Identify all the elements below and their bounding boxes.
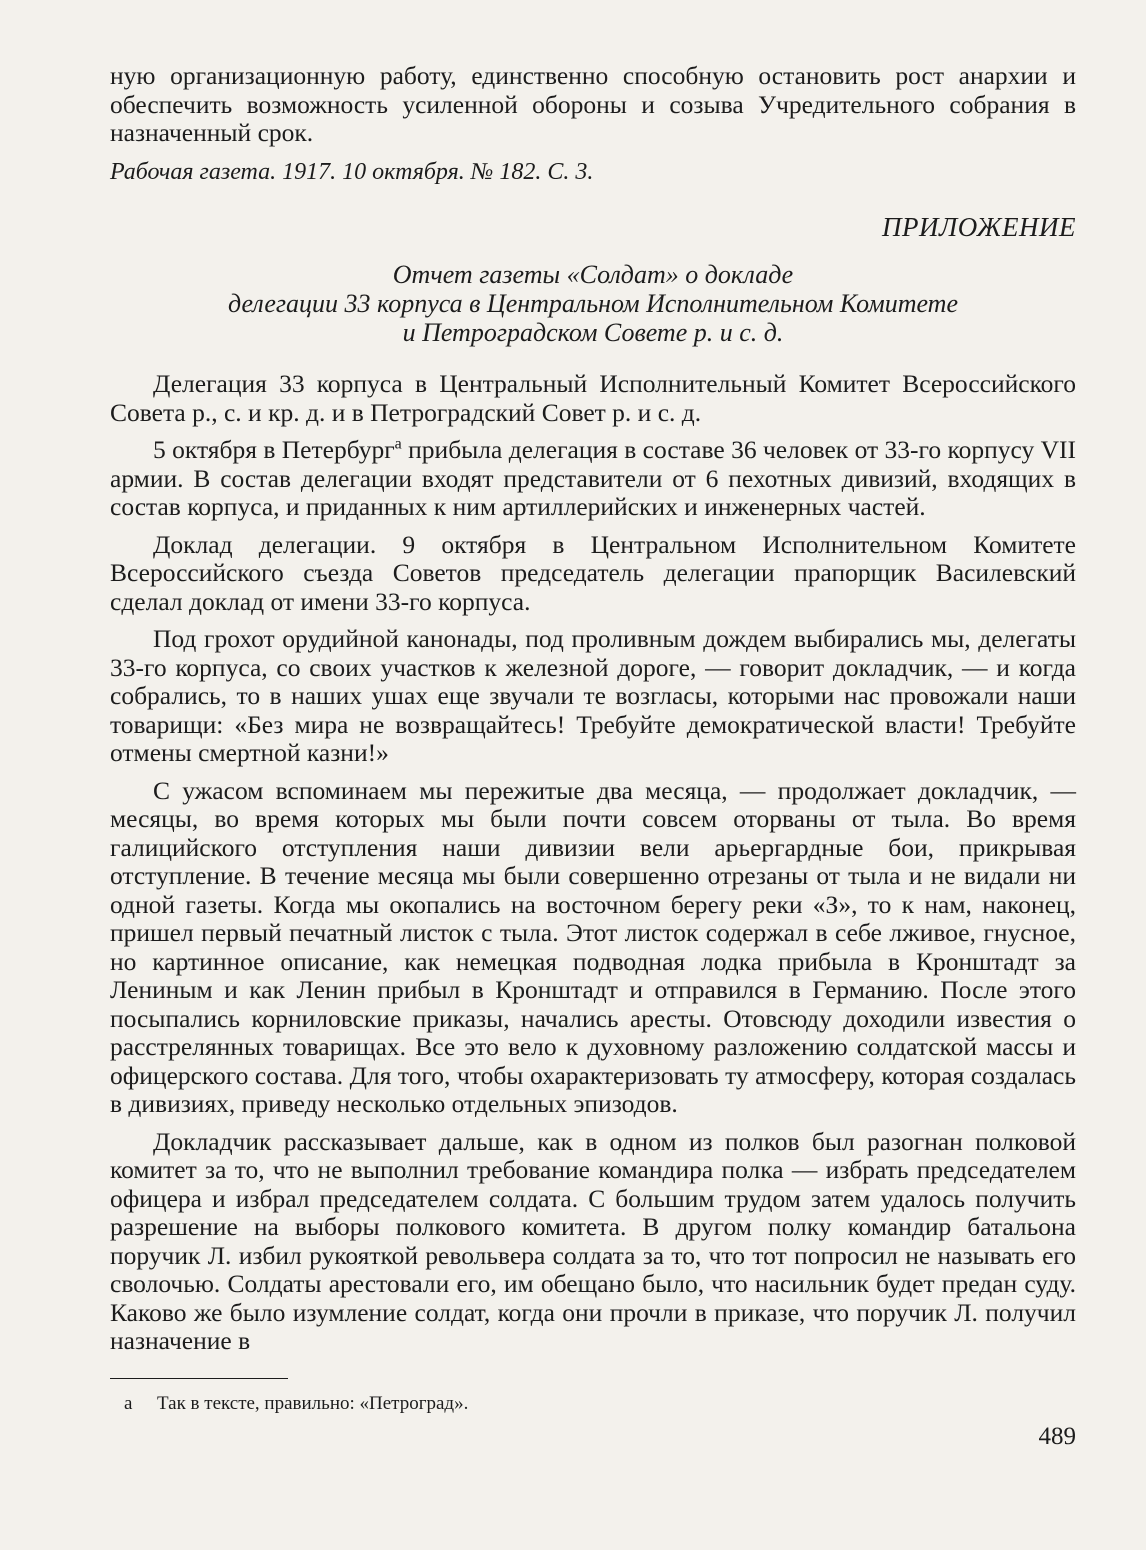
body-paragraph: С ужасом вспоминаем мы пережитые два месяца, — продолжает докладчик, — месяцы, во время которых мы были почти совсем оторваны от тыла. Во время галицийского отступления наши дивизии вели арьергардные бои, прикрывая отступление. В течение месяца мы были совершенно отрезаны от тыла и не видали ни одной газеты. Когда мы окопались на восточном берегу реки «З», то к нам, наконец, пришел первый печатный листок с тыла. Этот листок содержал в себе лживое, гнусное, но картинное описание, как немецкая подводная лодка прибыла в Кронштадт за Лениным и как Ленин прибыл в Кронштадт и отправился в Германию. После этого посыпались корниловские приказы, начались аресты. Отовсюду доходили известия о расстрелянных товарищах. Все это вело к духовному разложению солдатской массы и офицерского состава. Для того, чтобы охарактеризовать ту атмосферу, которая создалась в дивизиях, приведу несколько отдельных эпизодов.: [110, 775, 1076, 1118]
body-paragraph: Доклад делегации. 9 октября в Центральном Исполнительном Комитете Всероссийского съезда Советов председатель делегации прапорщик Василевский сделал доклад от имени 33-го корпуса.: [110, 529, 1076, 616]
appendix-heading: ПРИЛОЖЕНИЕ: [882, 212, 1076, 242]
appendix-title-line: и Петроградском Совете р. и с. д.: [402, 318, 784, 347]
appendix-title-line: делегации 33 корпуса в Центральном Исполнительном Комитете: [228, 289, 958, 318]
body-text: [110, 370, 1076, 1365]
appendix-title: [110, 260, 1076, 347]
footnote: [124, 1392, 1024, 1416]
body-paragraph: Под грохот орудийной канонады, под проливным дождем выбирались мы, делегаты 33-го корпуса, со своих участков к железной дороге, — говорит докладчик, — и когда собрались, то в наших ушах еще звучали те возгласы, которыми нас провожали наши товарищи: «Без мира не возвращайтесь! Требуйте демократической власти! Требуйте отмены смертной казни!»: [110, 624, 1076, 767]
page-number: 489: [1038, 1423, 1076, 1450]
footnote-mark: а: [124, 1393, 133, 1414]
paragraph-text-before-mark: 5 октября в Петербург: [153, 435, 395, 464]
paragraph-text-after-mark: прибыла делегация в составе 36 человек от 33-го корпусу VII армии. В состав делегации входят представители от 6 пехотных дивизий, входящих в состав корпуса, и приданных к ним артиллерийских и инженерных частей.: [110, 435, 1076, 521]
footnote-reference-mark: а: [394, 435, 402, 453]
body-paragraph: Докладчик рассказывает дальше, как в одном из полков был разогнан полковой комитет за то, что не выполнил требование командира полка — избрать председателем офицера и избрал председателем солдата. С большим трудом затем удалось получить разрешение на выборы полкового комитета. В другом полку командир батальона поручик Л. избил рукояткой револьвера солдата за то, что тот попросил не называть его сволочью. Солдаты арестовали его, им обещано было, что насильник будет предан суду. Каково же было изумление солдат, когда они прочли в приказе, что поручик Л. получил назначение в: [110, 1126, 1076, 1355]
source-citation: Рабочая газета. 1917. 10 октября. № 182. С. 3.: [110, 159, 594, 185]
body-paragraph-with-footnote: [110, 436, 1076, 522]
appendix-title-line: Отчет газеты «Солдат» о докладе: [392, 260, 794, 289]
body-paragraph: Делегация 33 корпуса в Центральный Исполнительный Комитет Всероссийского Совета р., с. и кр. д. и в Петроградский Совет р. и с. д.: [110, 369, 1076, 427]
footnote-text: Так в тексте, правильно: «Петроград».: [157, 1393, 469, 1414]
continuation-paragraph: ную организационную работу, единственно способную остановить рост анархии и обеспечить возможность усиленной обороны и созыва Учредительного собрания в назначенный срок.: [110, 61, 1076, 147]
footnote-divider: [110, 1378, 288, 1379]
continuation-block: [110, 62, 1076, 157]
